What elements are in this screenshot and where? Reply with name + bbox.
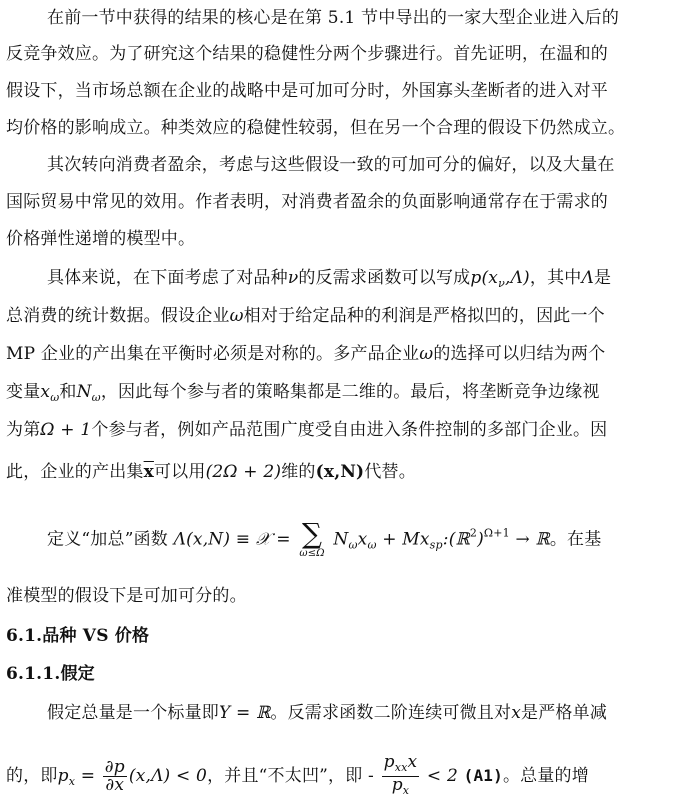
text: 具体来说，在下面考虑了对品种 xyxy=(47,268,288,288)
fraction-numerator: ∂p xyxy=(104,757,125,777)
sum-sign: ∑ xyxy=(301,517,323,550)
paragraph-1-line-4: 均价格的影响成立。种类效应的稳健性较弱，但在另一个合理的假设下仍然成立。 xyxy=(6,118,626,138)
math-x-bar: $\overline{x}$ xyxy=(143,462,154,482)
math-sub-x: x xyxy=(68,775,76,788)
fraction-denominator: ∂x xyxy=(105,775,125,795)
math-equals: = xyxy=(80,766,96,786)
paragraph-2-line-1: 其次转向消费者盈余，考虑与这些假设一致的可加可分的偏好，以及大量在 xyxy=(47,155,615,175)
math-x: x xyxy=(407,752,418,772)
text: 。在基 xyxy=(549,529,602,550)
assumption-line-2 xyxy=(6,754,589,799)
paragraph-3-line-3 xyxy=(6,344,605,364)
math-sup-2: 2 xyxy=(469,526,478,540)
math-inequality: (x,Λ) < 0 xyxy=(128,766,208,786)
text: 。总量的增 xyxy=(502,766,589,786)
text: 相对于给定品种的利润是严格拟凹的，因此一个 xyxy=(243,306,605,326)
math-sub-nu: ν xyxy=(498,277,505,290)
text: 是严格单减 xyxy=(521,703,608,723)
text: 为第 xyxy=(6,420,41,440)
section-heading-6-1-1: 6.1.1.假定 xyxy=(6,664,95,684)
definition-line-2: 准模型的假设下是可加可分的。 xyxy=(6,586,247,606)
paragraph-1-line-3: 假设下，当市场总额在企业的战略中是可加可分时，外国寡头垄断者的进入对平 xyxy=(6,81,608,101)
math-p-x: p(x xyxy=(470,268,499,288)
math-arrow-r: → ℝ xyxy=(515,529,550,550)
math-less-than-two: < 2 xyxy=(426,766,458,786)
math-aggregator: Λ(x,N) ≡ 𝒳 = xyxy=(173,529,291,550)
math-x: x xyxy=(40,382,51,402)
section-heading-6-1: 6.1.品种 VS 价格 xyxy=(6,626,150,646)
assumption-line-1 xyxy=(47,703,607,723)
paragraph-3-line-1 xyxy=(47,268,611,294)
math-domain: :(ℝ xyxy=(442,529,470,550)
math-paren: ) xyxy=(477,529,484,550)
text: 的选择可以归结为两个 xyxy=(433,344,606,364)
fraction-numerator xyxy=(382,754,420,777)
math-omega: ω xyxy=(229,306,244,326)
paragraph-3-line-4 xyxy=(6,382,600,408)
paragraph-3-line-5 xyxy=(6,420,607,440)
math-x: x xyxy=(511,703,522,723)
text: 假定总量是一个标量即 xyxy=(47,703,219,723)
sum-limit: ω≤Ω xyxy=(299,548,325,559)
text: 个参与者，例如产品范围广度受自由进入条件控制的多部门企业。因 xyxy=(91,420,608,440)
math-sub-omega: ω xyxy=(50,391,60,404)
math-nu: ν xyxy=(287,268,299,288)
text: 可以用 xyxy=(153,462,206,482)
text: MP 企业的产出集在平衡时必须是对称的。多产品企业 xyxy=(6,344,420,364)
paragraph-2-line-2: 国际贸易中常见的效用。作者表明，对消费者盈余的负面影响通常存在于需求的 xyxy=(6,192,608,212)
math-x: x xyxy=(357,529,368,550)
paragraph-1-line-2: 反竞争效应。为了研究这个结果的稳健性分两个步骤进行。首先证明，在温和的 xyxy=(6,44,608,64)
math-y-equals-r: Y = ℝ xyxy=(219,703,271,723)
text: 代替。 xyxy=(364,462,416,482)
text: 。反需求函数二阶连续可微且对 xyxy=(270,703,512,723)
math-sup-omega-plus-one: Ω+1 xyxy=(483,526,510,540)
math-mx: + Mx xyxy=(382,529,430,550)
math-omega-plus-one: Ω + 1 xyxy=(40,420,92,440)
text: 和 xyxy=(59,382,77,402)
math-p: p xyxy=(57,766,69,786)
math-sub-sp: sp xyxy=(429,538,443,552)
math-sub-x: x xyxy=(402,784,410,797)
math-lambda: Λ xyxy=(581,268,594,288)
text: ，并且“不太凹”，即 - xyxy=(207,766,374,786)
text: 的反需求函数可以写成 xyxy=(298,268,471,288)
fraction-denominator xyxy=(382,777,420,799)
math-sub-xx: xx xyxy=(394,761,408,774)
math-N: N xyxy=(333,529,349,550)
assumption-label-a1: (A1) xyxy=(463,766,503,785)
fraction-pxx-x-over-px xyxy=(382,754,420,799)
definition-line xyxy=(47,517,602,560)
math-p: p xyxy=(391,775,403,795)
math-N: N xyxy=(76,382,92,402)
sum-operator xyxy=(299,517,325,560)
text: 总消费的统计数据。假设企业 xyxy=(6,306,230,326)
text: 定义“加总”函数 xyxy=(47,529,168,550)
math-dimension: (2Ω + 2) xyxy=(205,462,282,482)
math-sub-omega: ω xyxy=(348,538,358,552)
text: 的，即 xyxy=(6,766,58,786)
math-sub-omega: ω xyxy=(367,538,377,552)
paragraph-3-line-6 xyxy=(6,462,416,482)
text: 此，企业的产出集 xyxy=(6,462,144,482)
text: 是 xyxy=(593,268,612,288)
math-lambda-close: ,Λ) xyxy=(504,268,530,288)
math-p: p xyxy=(383,752,395,772)
paragraph-1-line-1: 在前一节中获得的结果的核心是在第 5.1 节中导出的一家大型企业进入后的 xyxy=(47,8,620,28)
paragraph-2-line-3: 价格弹性递增的模型中。 xyxy=(6,229,196,249)
text: 变量 xyxy=(6,382,41,402)
math-x-n: (x,N) xyxy=(315,462,365,482)
paragraph-3-line-2 xyxy=(6,306,605,326)
text: ，其中 xyxy=(529,268,582,288)
math-sub-omega: ω xyxy=(91,391,101,404)
fraction-dp-dx xyxy=(103,759,127,794)
math-omega: ω xyxy=(419,344,434,364)
text: ，因此每个参与者的策略集都是二维的。最后，将垄断竞争边缘视 xyxy=(100,382,600,402)
text: 维的 xyxy=(281,462,316,482)
